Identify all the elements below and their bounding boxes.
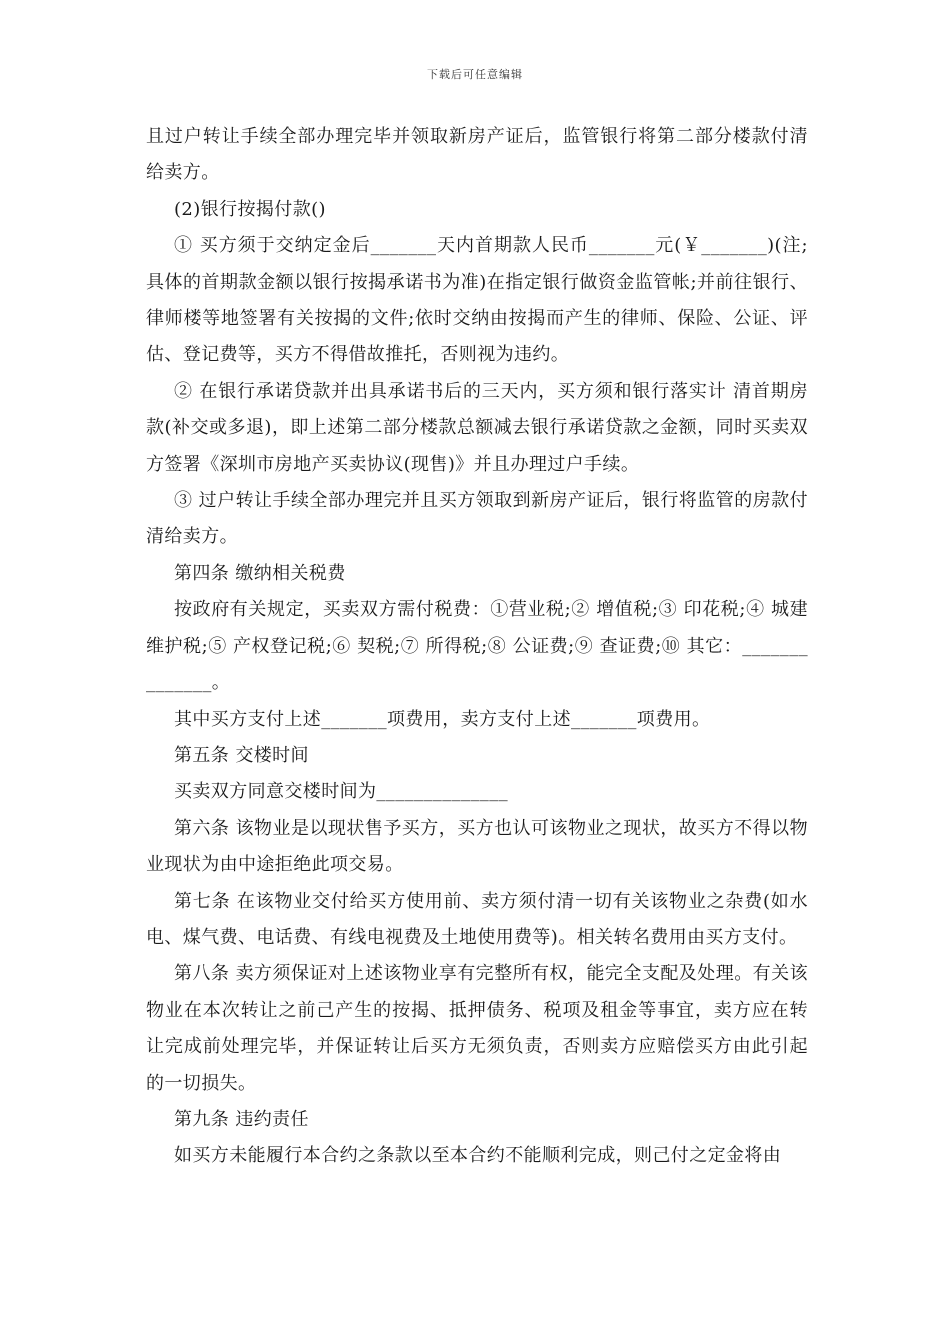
- article-9-body: 如买方未能履行本合约之条款以至本合约不能顺利完成，则己付之定金将由: [174, 1145, 782, 1167]
- page-header-note: 下载后可任意编辑: [427, 68, 523, 81]
- article-8-body: 第八条 卖方须保证对上述该物业享有完整所有权，能完全支配及处理。有关该物业在本次转让之前己产生的按揭、抵押债务、税项及租金等事宜，卖方应在转让完成前处理完毕，并保证转让后买方无须负责，否则卖方应赔偿买方由此引起的一切损失。: [146, 963, 808, 1094]
- paragraph-mortgage-item-1: ① 买方须于交纳定金后_______天内首期款人民币_______元(￥_______)(注;具体的首期款金额以银行按揭承诺书为准)在指定银行做资金监管帐;并前往银行、律师楼等地签署有关按揭的文件;依时交纳由按揭而产生的律师、保险、公证、评估、登记费等，买方不得借故推托，否则视为违约。: [146, 235, 808, 366]
- article-7-body: 第七条 在该物业交付给买方使用前、卖方须付清一切有关该物业之杂费(如水电、煤气费、电话费、有线电视费及土地使用费等)。相关转名费用由买方支付。: [146, 890, 808, 948]
- article-4-fee-split: 其中买方支付上述_______项费用，卖方支付上述_______项费用。: [174, 708, 711, 730]
- article-4-heading: 第四条 缴纳相关税费: [174, 562, 346, 584]
- article-4-tax-list: 按政府有关规定，买卖双方需付税费：①营业税;② 增值税;③ 印花税;④ 城建维护税;⑤ 产权登记税;⑥ 契税;⑦ 所得税;⑧ 公证费;⑨ 查证费;⑩ 其它：______________。: [146, 599, 808, 694]
- paragraph-mortgage-item-3: ③ 过户转让手续全部办理完并且买方领取到新房产证后，银行将监管的房款付清给卖方。: [146, 490, 808, 548]
- document-body: [146, 119, 808, 1175]
- article-9-heading: 第九条 违约责任: [174, 1108, 309, 1130]
- paragraph-bank-release-continued: 且过户转让手续全部办理完毕并领取新房产证后，监管银行将第二部分楼款付清给卖方。: [146, 126, 808, 184]
- article-5-heading: 第五条 交楼时间: [174, 744, 309, 766]
- article-6-body: 第六条 该物业是以现状售予买方，买方也认可该物业之现状，故买方不得以物业现状为由中途拒绝此项交易。: [146, 817, 808, 876]
- paragraph-mortgage-payment-heading: (2)银行按揭付款(): [174, 198, 326, 220]
- article-5-handover-date: 买卖双方同意交楼时间为______________: [174, 781, 508, 803]
- paragraph-mortgage-item-2: ② 在银行承诺贷款并出具承诺书后的三天内，买方须和银行落实计 清首期房款(补交或多退)，即上述第二部分楼款总额减去银行承诺贷款之金额，同时买卖双方签署《深圳市房地产买卖协议(现售)》并且办理过户手续。: [146, 380, 808, 475]
